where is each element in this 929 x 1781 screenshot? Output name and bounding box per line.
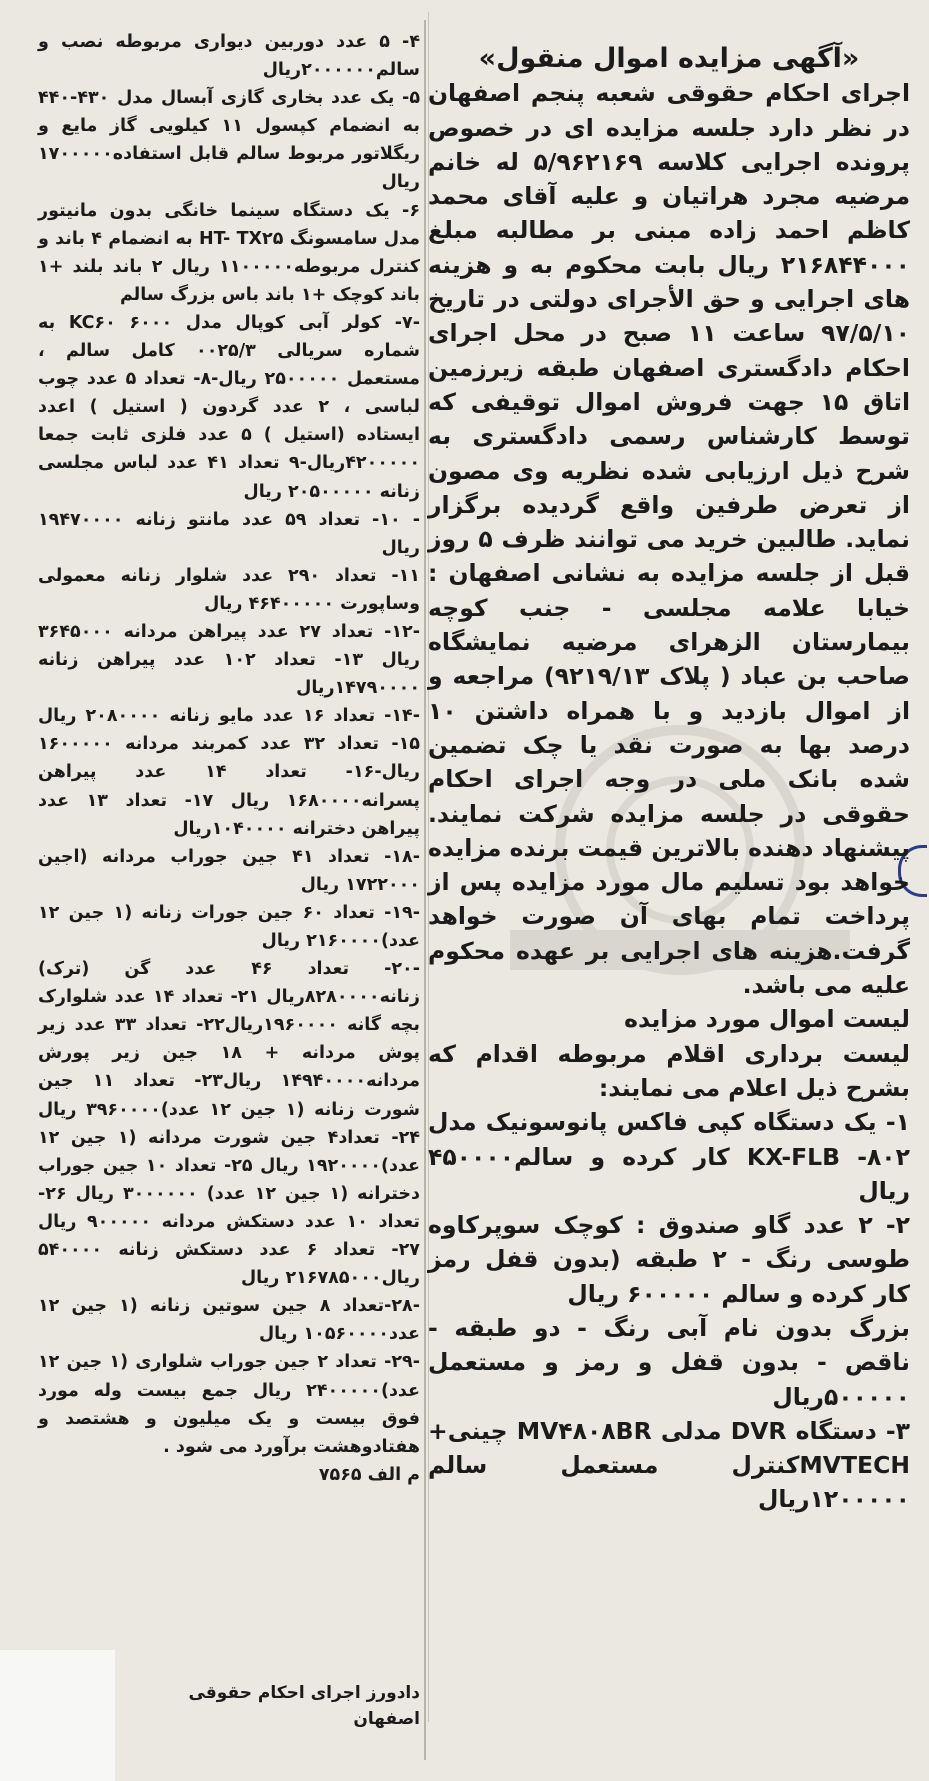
notice-signature: دادورز اجرای احکام حقوقی اصفهان (188, 1683, 420, 1729)
reference-code: م الف ۷۵۶۵ (318, 1464, 420, 1485)
list-item: -۷- کولر آبی کوپال مدل KC۶۰ ۶۰۰۰ به شماره سریالی ۰۰۲۵/۳ کامل سالم ، مستعمل ۲۵۰۰۰۰۰ ریال-۸- تعداد ۵ عدد چوب لباسی ، ۲ عدد گردون ( استیل ) اعدد ایستاده (استیل ) ۵ عدد فلزی ثابت جمعا ۴۲۰۰۰۰۰ریال-۹ تعداد ۴۱ عدد لباس مجلسی زنانه ۲۰۵۰۰۰۰۰ ریال (38, 312, 421, 502)
list-item: -۱۸- تعداد ۴۱ جین جوراب مردانه (اجین ۱۷۲۲۰۰۰ ریال (38, 846, 420, 895)
column-divider (424, 20, 426, 1760)
list-item: -۱۹- تعداد ۶۰ جین جورات زنانه (۱ جین ۱۲ عدد)۲۱۶۰۰۰۰ ریال (38, 902, 420, 951)
list-item: -۱۲- تعداد ۲۷ عدد پیراهن مردانه ۳۶۴۵۰۰۰ ریال ۱۳- تعداد ۱۰۲ عدد پیراهن زنانه ۱۴۷۹۰۰۰۰ریال (38, 621, 421, 699)
list-item: -۲۹- تعداد ۲ جین جوراب شلواری (۱ جین ۱۲ عدد)۲۴۰۰۰۰۰ ریال جمع بیست وله مورد فوق بیست و یک میلیون و هشتصد و هفتادوهشت برآورد می شود . (38, 1352, 420, 1457)
list-item: ۶- یک دستگاه سینما خانگی بدون مانیتور مدل سامسونگ HT- TX۲۵ به انضمام ۴ باند و کنترل مربوطه۱۱۰۰۰۰۰ ریال ۲ باند بلند +۱ باند کوچک +۱ باند باس بزرگ سالم (38, 200, 420, 305)
notice-right-column (428, 42, 910, 1517)
notice-left-column (38, 28, 420, 1489)
list-item: ۲- ۲ عدد گاو صندوق : کوچک سوپرکاوه طوسی رنگ - ۲ طبقه (بدون قفل رمز کار کرده و سالم ۶۰۰۰۰۰ ریال (428, 1211, 911, 1308)
paper-corner (0, 1650, 115, 1781)
notice-title: «آگهی مزایده اموال منقول» (478, 43, 860, 74)
list-item: ۱- یک دستگاه کپی فاکس پانوسونیک مدل KX-FLB -۸۰۲ کار کرده و سالم۴۵۰۰۰۰ ریال (428, 1108, 910, 1205)
list-item: ۱۱- تعداد ۲۹۰ عدد شلوار زنانه معمولی وساپورت ۴۶۴۰۰۰۰۰ ریال (38, 565, 420, 614)
list-intro: لیست برداری اقلام مربوطه اقدام که بشرح ذیل اعلام می نمایند: (428, 1039, 910, 1102)
list-item: -۱۴- تعداد ۱۶ عدد مایو زنانه ۲۰۸۰۰۰۰ ریال ۱۵- تعداد ۳۲ عدد کمربند مردانه ۱۶۰۰۰۰۰ ریال-۱۶- تعداد ۱۴ عدد پیراهن پسرانه۱۶۸۰۰۰۰ ریال ۱۷- تعداد ۱۳ عدد پیراهن دخترانه ۱۰۴۰۰۰۰ریال (38, 706, 420, 839)
list-item: ۵- یک عدد بخاری گازی آبسال مدل ۴۳۰-۴۴۰ به انضمام کپسول ۱۱ کیلویی گاز مایع و ریگلاتور مربوط سالم قابل استفاده۱۷۰۰۰۰۰ ریال (38, 88, 420, 193)
list-item: ۴- ۵ عدد دوربین دیواری مربوطه نصب و سالم۲۰۰۰۰۰۰ریال (38, 32, 420, 81)
notice-body: اجرای احکام حقوقی شعبه پنجم اصفهان در نظر دارد جلسه مزایده ای در خصوص پرونده اجرایی کلاسه ۵/۹۶۲۱۶۹ له خانم مرضیه مجرد هراتیان و علیه آقای محمد کاظم احمد زاده مبنی بر مطالبه مبلغ ۲۱۶۸۴۴۰۰۰ ریال بابت محکوم به و هزینه های اجرایی و حق الأجرای دولتی در تاریخ ۹۷/۵/۱۰ ساعت ۱۱ صبح در محل اجرای احکام دادگستری اصفهان طبقه زیرزمین اتاق ۱۵ جهت فروش اموال توقیفی که توسط کارشناس رسمی دادگستری به شرح ذیل ارزیابی شده نظریه وی مصون از تعرض طرفین واقع گردیده برگزار نماید. طالبین خرید می توانند ظرف ۵ روز قبل از جلسه مزایده به نشانی اصفهان : خیابا علامه مجلسی - جنب کوچه بیمارستان الزهرای مرضیه نمایشگاه صاحب بن عباد ( پلاک ۹۲۱۹/۱۳) مراجعه و از اموال بازدید و با همراه داشتن ۱۰ درصد بها به صورت نقد یا چک تضمین شده بانک ملی در وجه اجرای احکام حقوقی در جلسه مزایده شرکت نمایند. پیشنهاد دهنده بالاترین قیمت برنده مزایده خواهد بود تسلیم مال مورد مزایده پس از پرداخت تمام بهای آن صورت خواهد گرفت.هزینه های اجرایی بر عهده محکوم علیه می باشد. (427, 79, 911, 1000)
list-item: -۲۰- تعداد ۴۶ عدد گن (ترک) زنانه۸۲۸۰۰۰۰ریال ۲۱- تعداد ۱۴ عدد شلوارک بچه گانه ۱۹۶۰۰۰۰ریال۲۲- تعداد ۳۳ عدد زیر پوش مردانه + ۱۸ جین زیر پورش مردانه۱۴۹۴۰۰۰۰ ریال۲۳- تعداد ۱۱ جین شورت زنانه (۱ جین ۱۲ عدد)۳۹۶۰۰۰۰ ریال ۲۴- تعداد۴ جین شورت مردانه (۱ جین ۱۲ عدد)۱۹۲۰۰۰۰ ریال ۲۵- تعداد ۱۰ جین جوراب دخترانه (۱ جین ۱۲ عدد) ۳۰۰۰۰۰۰ ریال ۲۶- تعداد ۱۰ عدد دستکش مردانه ۹۰۰۰۰۰ ریال ۲۷- تعداد ۶ عدد دستکش زنانه ۵۴۰۰۰۰ ریال۲۱۶۷۸۵۰۰۰ ریال (38, 959, 420, 1289)
list-item: ۳- دستگاه DVR مدلی MV۴۸۰۸BR چینی+ MVTECHکنترل مستعمل سالم ۱۲۰۰۰۰۰ریال (428, 1416, 910, 1514)
list-item: -۲۸-تعداد ۸ جین سوتین زنانه (۱ جین ۱۲ عدد۱۰۵۶۰۰۰۰ ریال (38, 1296, 420, 1345)
list-heading: لیست اموال مورد مزایده (624, 1005, 910, 1034)
list-item: بزرگ بدون نام آبی رنگ - دو طبقه - ناقص - بدون قفل و رمز و مستعمل ۵۰۰۰۰۰ریال (428, 1313, 910, 1411)
list-item: - ۱۰- تعداد ۵۹ عدد مانتو زنانه ۱۹۴۷۰۰۰۰ ریال (38, 509, 420, 558)
